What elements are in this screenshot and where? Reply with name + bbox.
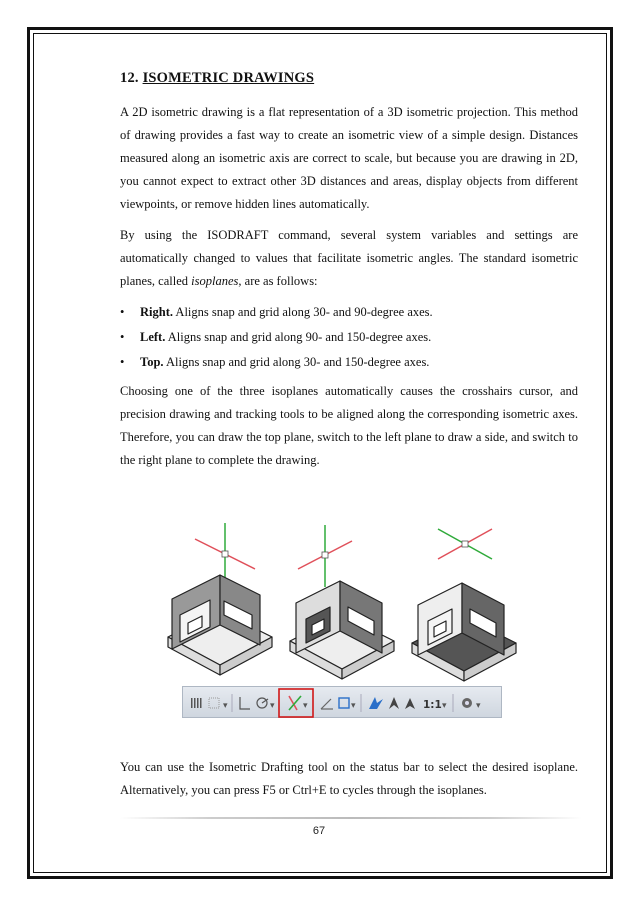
- paragraph-status-bar-tip: You can use the Isometric Drafting tool on the status bar to select the desired isoplane. Alternatively, you can press F5 or Ctrl+E to cycles through the isoplanes.: [120, 760, 578, 797]
- isoplane-list: [120, 301, 578, 374]
- crosshair-left-icon: [298, 525, 352, 587]
- ortho-icon[interactable]: [240, 697, 250, 709]
- list-item-text: Aligns snap and grid along 30- and 90-degree axes.: [173, 305, 433, 319]
- snap-icon: [209, 698, 219, 708]
- annotation-visibility-icon[interactable]: [369, 697, 383, 709]
- paragraph-isodraft-start: By using the ISODRAFT command, several system variables and settings are automatically changed to values that facilitate isometric angles. The standard isometric planes, called: [120, 228, 578, 288]
- chevron-down-icon[interactable]: ▾: [351, 701, 356, 711]
- chevron-down-icon[interactable]: ▾: [223, 701, 228, 711]
- isometric-part-top-image: [412, 583, 516, 681]
- object-snap-tracking-icon[interactable]: [321, 699, 333, 709]
- chevron-down-icon[interactable]: ▾: [270, 701, 275, 711]
- object-snap-icon[interactable]: [339, 698, 349, 708]
- list-item-right: [120, 301, 578, 324]
- isometric-part-left-image: [290, 581, 394, 679]
- page-content: [120, 70, 578, 480]
- crosshair-top-icon: [438, 529, 492, 559]
- section-number: 12.: [120, 70, 139, 86]
- chevron-down-icon[interactable]: ▾: [442, 701, 447, 711]
- crosshair-right-icon: [195, 523, 255, 585]
- list-item-text: Aligns snap and grid along 30- and 150-degree axes.: [163, 355, 430, 369]
- polar-icon[interactable]: [257, 698, 268, 708]
- auto-scale-icon[interactable]: [389, 697, 399, 709]
- list-item-label: Right.: [140, 305, 173, 319]
- list-item-label: Left.: [140, 330, 166, 344]
- gear-icon[interactable]: [462, 698, 472, 708]
- list-item-left: [120, 326, 578, 349]
- isometric-drafting-icon[interactable]: [289, 696, 301, 710]
- list-item-label: Top.: [140, 355, 164, 369]
- chevron-down-icon[interactable]: ▾: [303, 701, 308, 711]
- paragraph-intro: A 2D isometric drawing is a flat representation of a 3D isometric projection. This method of drawing provides a fast way to create an isometric view of a simple design. Distances measured along an isometric axis are correct to scale, but because you are drawing in 2D, you cannot expect to extract other 3D distances and areas, display objects from different viewpoints, or remove hidden lines automatically.: [120, 105, 578, 211]
- bullet-icon: •: [120, 330, 125, 344]
- isometric-part-right-image: [168, 575, 272, 675]
- section-title: ISOMETRIC DRAWINGS: [142, 70, 315, 86]
- page-number: 67: [312, 825, 326, 837]
- status-bar-icons: [183, 687, 503, 719]
- chevron-down-icon[interactable]: ▾: [476, 701, 481, 711]
- paragraph-isodraft-end: , are as follows:: [238, 274, 318, 288]
- paragraph-crosshairs: Choosing one of the three isoplanes automatically causes the crosshairs cursor, and precision drawing and tracking tools to be aligned along the corresponding isometric axes. Therefore, you can draw the top plane, switch to the left plane to draw a side, and switch to the right plane to complete the drawing.: [120, 384, 578, 467]
- bullet-icon: •: [120, 355, 125, 369]
- list-item-text: Aligns snap and grid along 90- and 150-degree axes.: [165, 330, 432, 344]
- annotation-scale-icon[interactable]: [405, 698, 415, 709]
- section-heading: [120, 70, 578, 87]
- paragraph-isodraft: [120, 224, 578, 293]
- footer-divider: [120, 817, 582, 819]
- annotation-scale-value[interactable]: 1:1: [423, 699, 442, 711]
- grid-icon: [191, 698, 202, 708]
- bullet-icon: •: [120, 305, 125, 319]
- list-item-top: [120, 351, 578, 374]
- status-bar: [182, 686, 502, 718]
- isoplanes-term: isoplanes: [191, 274, 239, 288]
